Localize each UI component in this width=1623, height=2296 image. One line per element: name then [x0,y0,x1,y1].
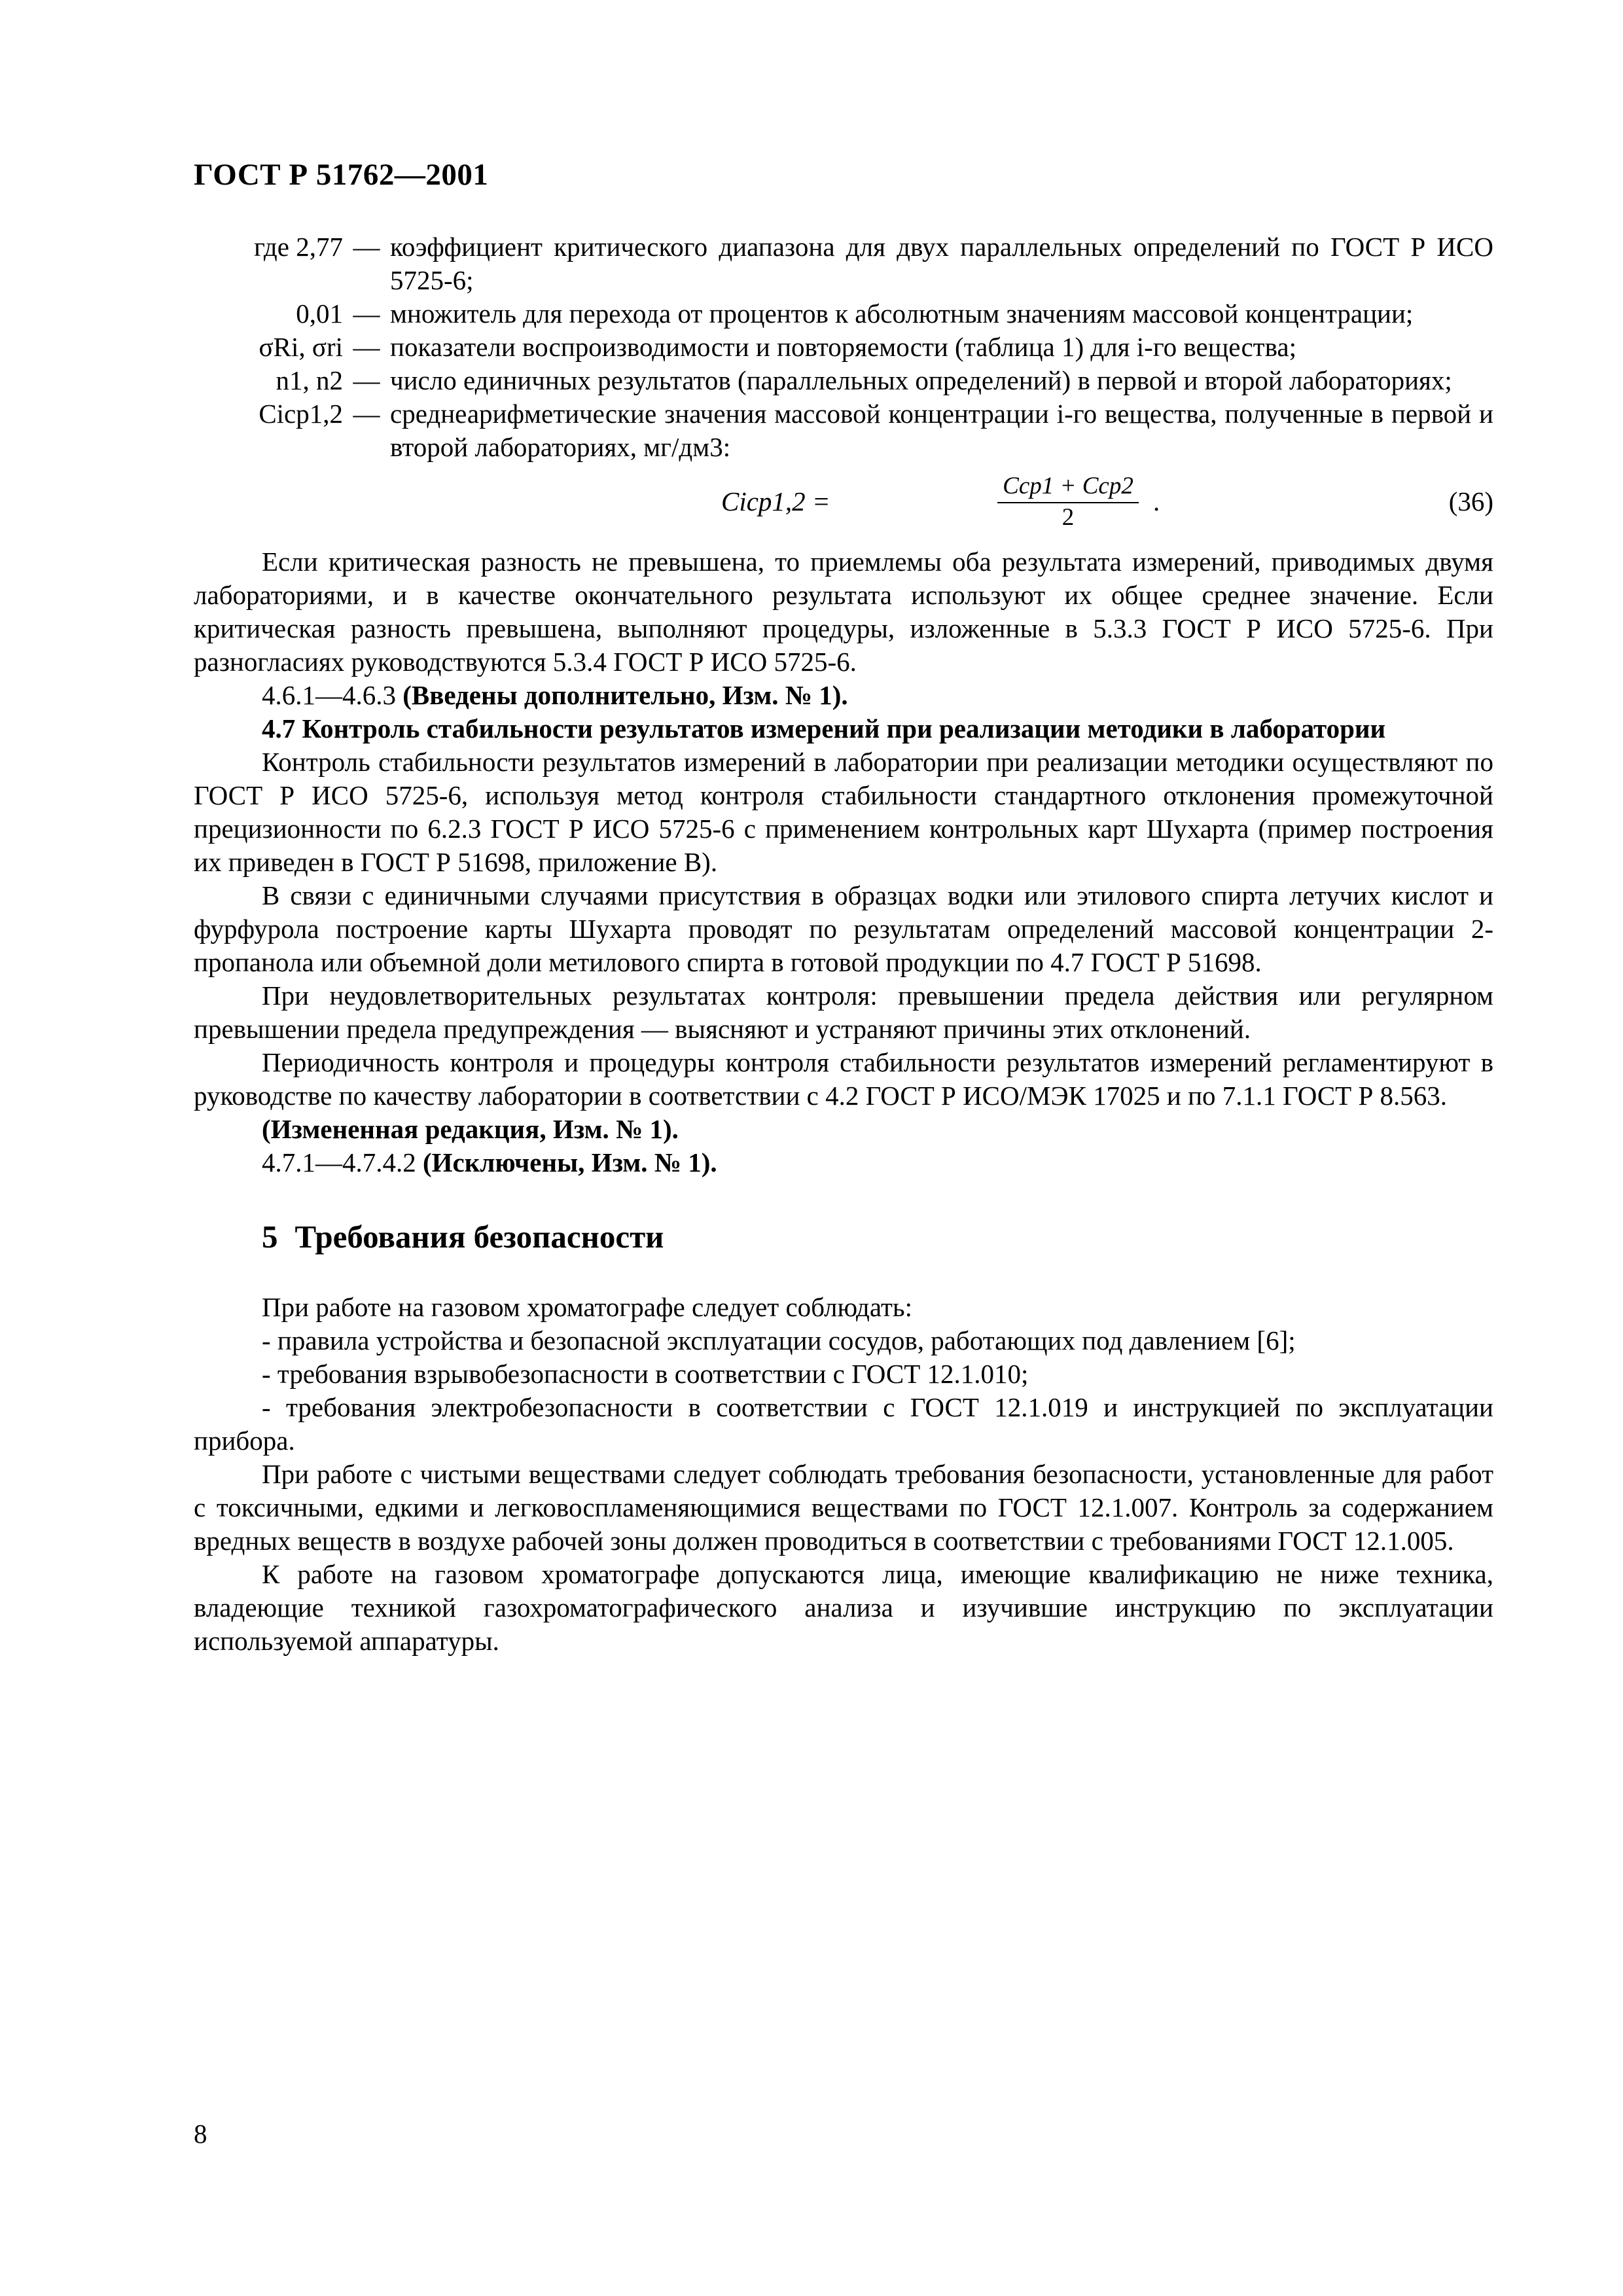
definition-text: число единичных результатов (параллельных определений) в первой и второй лабораториях; [390,365,1452,395]
definition-dash: — [353,399,380,429]
amendment-line [194,1146,1493,1179]
paragraph-safety-intro: При работе на газовом хроматографе следует соблюдать: [262,1292,913,1322]
paragraph-periodicity: Периодичность контроля и процедуры контроля стабильности результатов измерений регламентируют в руководстве по качеству лаборатории в соответствии с 4.2 ГОСТ Р ИСО/МЭК 17025 и по 7.1.1 ГОСТ Р 8.563. [194,1047,1493,1111]
definition-item [194,331,1493,364]
definitions-list [194,230,1493,464]
definition-text: среднеарифметические значения массовой концентрации i-го вещества, полученные в первой и второй лабораториях, мг/дм3: [390,399,1493,462]
page-number: 8 [194,2119,207,2149]
formula-denominator: 2 [1061,504,1075,531]
amendment-note: (Измененная редакция, Изм. № 1). [262,1114,679,1144]
definition-text: показатели воспроизводимости и повторяемости (таблица 1) для i-го вещества; [390,332,1297,362]
formula-numerator: Ccp1 + Ccp2 [997,472,1139,503]
paragraph-shewhart-chart: В связи с единичными случаями присутствия в образцах водки или этилового спирта летучих кислот и фурфурола построение карты Шухарта проводят по результатам определений массовой концентрации 2-пропанола или объемной доли метилового спирта в готовой продукции по 4.7 ГОСТ Р 51698. [194,880,1493,977]
paragraph-chemical-safety: При работе с чистыми веществами следует соблюдать требования безопасности, установленные для работ с токсичными, едкими и легковоспламеняющимися веществами по ГОСТ 12.1.007. Контроль за содержанием вредных веществ в воздухе рабочей зоны должен проводиться в соответствии с требованиями ГОСТ 12.1.005. [194,1459,1493,1556]
list-item: - правила устройства и безопасной эксплуатации сосудов, работающих под давлением [6]; [262,1325,1296,1355]
subsection-heading-4-7 [194,712,1493,745]
paragraph-unsatisfactory-results: При неудовлетворительных результатах контроля: превышении предела действия или регулярном превышении предела предупреждения — выясняют и устраняют причины этих отклонений. [194,980,1493,1044]
definition-term: 0,01 [296,298,343,329]
subsection-title: 4.7 Контроль стабильности результатов измерений при реализации методики в лаборатории [262,713,1386,744]
section-number: 5 [262,1219,278,1255]
definition-term: где 2,77 [254,232,343,262]
amendment-line [194,679,1493,712]
definition-item [194,230,1493,297]
definition-dash: — [353,365,380,395]
definition-text: множитель для перехода от процентов к абсолютным значениям массовой концентрации; [390,298,1414,329]
formula-fraction [990,468,1147,532]
definition-term: Cicp1,2 [259,399,343,429]
definition-item [194,364,1493,397]
amendment-note: (Исключены, Изм. № 1). [423,1147,717,1177]
clause-range: 4.6.1—4.6.3 [262,680,396,710]
paragraph-staff-requirements: К работе на газовом хроматографе допускаются лица, имеющие квалификацию не ниже техника, владеющие техникой газохроматографического анализа и изучившие инструкцию по эксплуатации используемой аппаратуры. [194,1559,1493,1656]
document-header: ГОСТ Р 51762—2001 [194,158,489,192]
amendment-line [194,1113,1493,1146]
definition-text: коэффициент критического диапазона для двух параллельных определений по ГОСТ Р ИСО 5725-6; [390,232,1493,295]
paragraph-critical-difference: Если критическая разность не превышена, то приемлемы оба результата измерений, приводимых двумя лабораториями, и в качестве окончательного результата используют их общее среднее значение. Если критическая разность превышена, выполняют процедуры, изложенные в 5.3.3 ГОСТ Р ИСО 5725-6. При разногласиях руководствуются 5.3.4 ГОСТ Р ИСО 5725-6. [194,547,1493,677]
definition-dash: — [353,232,380,262]
page-content [194,230,1493,1658]
equation-number: (36) [1448,486,1493,516]
paragraph-stability-control: Контроль стабильности результатов измерений в лаборатории при реализации методики осуществляют по ГОСТ Р ИСО 5725-6, используя метод контроля стабильности стандартного отклонения промежуточной прецизионности по 6.2.3 ГОСТ Р ИСО 5725-6 с применением контрольных карт Шухарта (пример построения их приведен в ГОСТ Р 51698, приложение В). [194,747,1493,877]
definition-dash: — [353,332,380,362]
amendment-note: (Введены дополнительно, Изм. № 1). [402,680,848,710]
definition-item [194,297,1493,331]
clause-range: 4.7.1—4.7.4.2 [262,1147,416,1177]
list-item: - требования взрывобезопасности в соответствии с ГОСТ 12.1.010; [262,1359,1029,1389]
section-heading-5 [262,1217,1493,1257]
definition-term: n1, n2 [276,365,343,395]
definition-term: σRi, σri [259,332,343,362]
formula-36 [194,468,1493,536]
list-item: - требования электробезопасности в соответствии с ГОСТ 12.1.019 и инструкцией по эксплуатации прибора. [194,1392,1493,1456]
formula-lhs: Cicp1,2 = [721,486,830,516]
section-title: Требования безопасности [294,1219,664,1255]
formula-period: . [1153,486,1160,516]
definition-item [194,397,1493,464]
definition-dash: — [353,298,380,329]
